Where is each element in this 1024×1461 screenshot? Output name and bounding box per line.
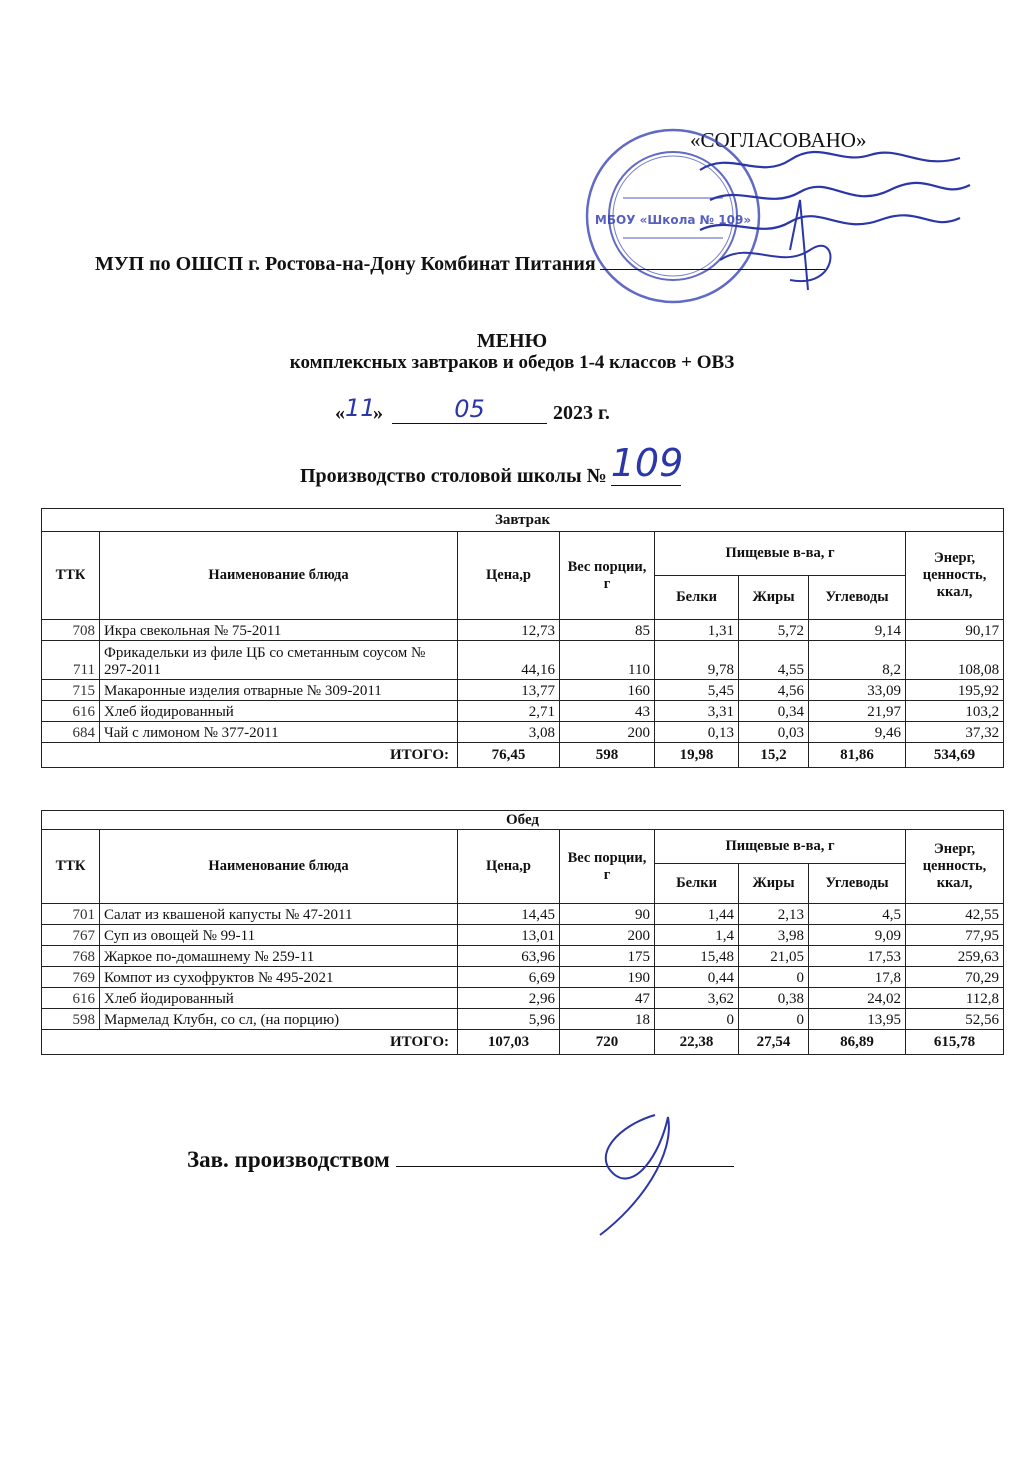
date-month: 05 bbox=[392, 395, 547, 424]
cell-ttk: 769 bbox=[42, 967, 100, 988]
stamp-text: МБОУ «Школа № 109» bbox=[594, 213, 752, 227]
cell-weight: 90 bbox=[560, 904, 655, 925]
cell-price: 44,16 bbox=[458, 641, 560, 680]
cell-name: Суп из овощей № 99-11 bbox=[100, 925, 458, 946]
cell-ttk: 768 bbox=[42, 946, 100, 967]
production-label: Производство столовой школы № bbox=[300, 465, 607, 487]
cell-price: 2,71 bbox=[458, 701, 560, 722]
cell-name: Чай с лимоном № 377-2011 bbox=[100, 722, 458, 743]
cell-weight: 200 bbox=[560, 925, 655, 946]
date-close-quote: » bbox=[373, 402, 383, 424]
page-subtitle: комплексных завтраков и обедов 1-4 классов + ОВЗ bbox=[289, 352, 735, 373]
col-carbs: Углеводы bbox=[809, 864, 906, 904]
col-weight: Вес порции, г bbox=[560, 532, 655, 620]
cell-ttk: 708 bbox=[42, 620, 100, 641]
cell-energy: 112,8 bbox=[906, 988, 1004, 1009]
date-open-quote: « bbox=[335, 402, 345, 424]
cell-carbs: 9,14 bbox=[809, 620, 906, 641]
lunch-table bbox=[41, 810, 1004, 1055]
col-fat: Жиры bbox=[739, 864, 809, 904]
cell-fat: 0,34 bbox=[739, 701, 809, 722]
lunch-total-row bbox=[42, 1030, 1004, 1055]
total-price: 107,03 bbox=[458, 1030, 560, 1055]
total-label: ИТОГО: bbox=[42, 743, 458, 768]
cell-price: 3,08 bbox=[458, 722, 560, 743]
total-carbs: 81,86 bbox=[809, 743, 906, 768]
cell-name: Хлеб йодированный bbox=[100, 701, 458, 722]
col-energy: Энерг, ценность, ккал, bbox=[906, 532, 1004, 620]
cell-energy: 42,55 bbox=[906, 904, 1004, 925]
lunch-block bbox=[41, 810, 1003, 1055]
cell-fat: 4,56 bbox=[739, 680, 809, 701]
cell-ttk: 767 bbox=[42, 925, 100, 946]
cell-protein: 5,45 bbox=[655, 680, 739, 701]
total-carbs: 86,89 bbox=[809, 1030, 906, 1055]
cell-ttk: 616 bbox=[42, 988, 100, 1009]
table-row bbox=[42, 967, 1004, 988]
manager-signature-icon bbox=[560, 1095, 710, 1245]
table-row bbox=[42, 1009, 1004, 1030]
total-label: ИТОГО: bbox=[42, 1030, 458, 1055]
cell-fat: 21,05 bbox=[739, 946, 809, 967]
cell-weight: 160 bbox=[560, 680, 655, 701]
date-day: 11 bbox=[345, 394, 376, 422]
date-year: 2023 г. bbox=[553, 402, 610, 424]
col-nutrients: Пищевые в-ва, г bbox=[655, 830, 906, 864]
col-protein: Белки bbox=[655, 864, 739, 904]
cell-protein: 0,44 bbox=[655, 967, 739, 988]
cell-weight: 85 bbox=[560, 620, 655, 641]
col-fat: Жиры bbox=[739, 576, 809, 620]
cell-ttk: 616 bbox=[42, 701, 100, 722]
cell-carbs: 17,53 bbox=[809, 946, 906, 967]
cell-energy: 195,92 bbox=[906, 680, 1004, 701]
cell-carbs: 21,97 bbox=[809, 701, 906, 722]
cell-weight: 175 bbox=[560, 946, 655, 967]
cell-protein: 1,4 bbox=[655, 925, 739, 946]
col-name: Наименование блюда bbox=[100, 830, 458, 904]
cell-energy: 70,29 bbox=[906, 967, 1004, 988]
col-weight: Вес порции, г bbox=[560, 830, 655, 904]
cell-fat: 0 bbox=[739, 1009, 809, 1030]
col-ttk: ТТК bbox=[42, 532, 100, 620]
cell-name: Икра свекольная № 75-2011 bbox=[100, 620, 458, 641]
cell-carbs: 17,8 bbox=[809, 967, 906, 988]
cell-name: Фрикадельки из филе ЦБ со сметанным соусом № 297-2011 bbox=[100, 641, 458, 680]
cell-carbs: 4,5 bbox=[809, 904, 906, 925]
cell-energy: 108,08 bbox=[906, 641, 1004, 680]
cell-ttk: 711 bbox=[42, 641, 100, 680]
date-line bbox=[335, 394, 610, 426]
col-ttk: ТТК bbox=[42, 830, 100, 904]
lunch-title: Обед bbox=[42, 811, 1004, 830]
total-protein: 22,38 bbox=[655, 1030, 739, 1055]
cell-fat: 5,72 bbox=[739, 620, 809, 641]
cell-price: 14,45 bbox=[458, 904, 560, 925]
cell-carbs: 24,02 bbox=[809, 988, 906, 1009]
cell-name: Макаронные изделия отварные № 309-2011 bbox=[100, 680, 458, 701]
cell-carbs: 8,2 bbox=[809, 641, 906, 680]
breakfast-rows bbox=[42, 620, 1004, 743]
organization-blank bbox=[600, 269, 825, 270]
school-number: 109 bbox=[610, 441, 684, 485]
cell-name: Мармелад Клубн, со сл, (на порцию) bbox=[100, 1009, 458, 1030]
cell-name: Компот из сухофруктов № 495-2021 bbox=[100, 967, 458, 988]
footer-label: Зав. производством bbox=[187, 1147, 390, 1172]
organization-line bbox=[95, 253, 825, 276]
table-row bbox=[42, 620, 1004, 641]
cell-carbs: 9,46 bbox=[809, 722, 906, 743]
total-weight: 720 bbox=[560, 1030, 655, 1055]
cell-protein: 1,44 bbox=[655, 904, 739, 925]
cell-fat: 4,55 bbox=[739, 641, 809, 680]
cell-protein: 15,48 bbox=[655, 946, 739, 967]
breakfast-total-row bbox=[42, 743, 1004, 768]
director-signature-icon bbox=[640, 140, 980, 300]
cell-price: 12,73 bbox=[458, 620, 560, 641]
cell-ttk: 684 bbox=[42, 722, 100, 743]
table-row bbox=[42, 722, 1004, 743]
cell-ttk: 598 bbox=[42, 1009, 100, 1030]
cell-name: Жаркое по-домашнему № 259-11 bbox=[100, 946, 458, 967]
table-row bbox=[42, 904, 1004, 925]
cell-ttk: 715 bbox=[42, 680, 100, 701]
cell-protein: 0 bbox=[655, 1009, 739, 1030]
production-line bbox=[300, 441, 684, 492]
cell-price: 2,96 bbox=[458, 988, 560, 1009]
cell-weight: 110 bbox=[560, 641, 655, 680]
lunch-rows bbox=[42, 904, 1004, 1030]
col-price: Цена,р bbox=[458, 830, 560, 904]
cell-energy: 52,56 bbox=[906, 1009, 1004, 1030]
cell-energy: 259,63 bbox=[906, 946, 1004, 967]
page-title: МЕНЮ bbox=[476, 330, 548, 352]
cell-weight: 47 bbox=[560, 988, 655, 1009]
cell-fat: 0,03 bbox=[739, 722, 809, 743]
cell-energy: 103,2 bbox=[906, 701, 1004, 722]
cell-protein: 0,13 bbox=[655, 722, 739, 743]
cell-protein: 3,62 bbox=[655, 988, 739, 1009]
cell-name: Салат из квашеной капусты № 47-2011 bbox=[100, 904, 458, 925]
cell-carbs: 33,09 bbox=[809, 680, 906, 701]
total-fat: 27,54 bbox=[739, 1030, 809, 1055]
cell-fat: 3,98 bbox=[739, 925, 809, 946]
cell-fat: 0 bbox=[739, 967, 809, 988]
cell-fat: 2,13 bbox=[739, 904, 809, 925]
cell-weight: 18 bbox=[560, 1009, 655, 1030]
total-fat: 15,2 bbox=[739, 743, 809, 768]
organization-name: МУП по ОШСП г. Ростова-на-Дону Комбинат Питания bbox=[95, 253, 596, 275]
total-weight: 598 bbox=[560, 743, 655, 768]
col-protein: Белки bbox=[655, 576, 739, 620]
cell-weight: 200 bbox=[560, 722, 655, 743]
total-price: 76,45 bbox=[458, 743, 560, 768]
total-energy: 615,78 bbox=[906, 1030, 1004, 1055]
total-protein: 19,98 bbox=[655, 743, 739, 768]
cell-price: 63,96 bbox=[458, 946, 560, 967]
table-row bbox=[42, 988, 1004, 1009]
breakfast-table bbox=[41, 508, 1004, 768]
total-energy: 534,69 bbox=[906, 743, 1004, 768]
breakfast-block bbox=[41, 508, 1003, 768]
cell-energy: 37,32 bbox=[906, 722, 1004, 743]
table-row bbox=[42, 946, 1004, 967]
col-price: Цена,р bbox=[458, 532, 560, 620]
cell-protein: 9,78 bbox=[655, 641, 739, 680]
cell-protein: 3,31 bbox=[655, 701, 739, 722]
cell-carbs: 9,09 bbox=[809, 925, 906, 946]
breakfast-title: Завтрак bbox=[42, 509, 1004, 532]
cell-energy: 77,95 bbox=[906, 925, 1004, 946]
col-energy: Энерг, ценность, ккал, bbox=[906, 830, 1004, 904]
cell-weight: 190 bbox=[560, 967, 655, 988]
cell-ttk: 701 bbox=[42, 904, 100, 925]
cell-price: 6,69 bbox=[458, 967, 560, 988]
cell-protein: 1,31 bbox=[655, 620, 739, 641]
table-row bbox=[42, 925, 1004, 946]
cell-price: 13,77 bbox=[458, 680, 560, 701]
cell-name: Хлеб йодированный bbox=[100, 988, 458, 1009]
col-name: Наименование блюда bbox=[100, 532, 458, 620]
col-carbs: Углеводы bbox=[809, 576, 906, 620]
cell-carbs: 13,95 bbox=[809, 1009, 906, 1030]
table-row bbox=[42, 641, 1004, 680]
cell-price: 13,01 bbox=[458, 925, 560, 946]
approval-label: «СОГЛАСОВАНО» bbox=[690, 128, 867, 152]
col-nutrients: Пищевые в-ва, г bbox=[655, 532, 906, 576]
cell-fat: 0,38 bbox=[739, 988, 809, 1009]
cell-price: 5,96 bbox=[458, 1009, 560, 1030]
table-row bbox=[42, 701, 1004, 722]
table-row bbox=[42, 680, 1004, 701]
cell-energy: 90,17 bbox=[906, 620, 1004, 641]
cell-weight: 43 bbox=[560, 701, 655, 722]
